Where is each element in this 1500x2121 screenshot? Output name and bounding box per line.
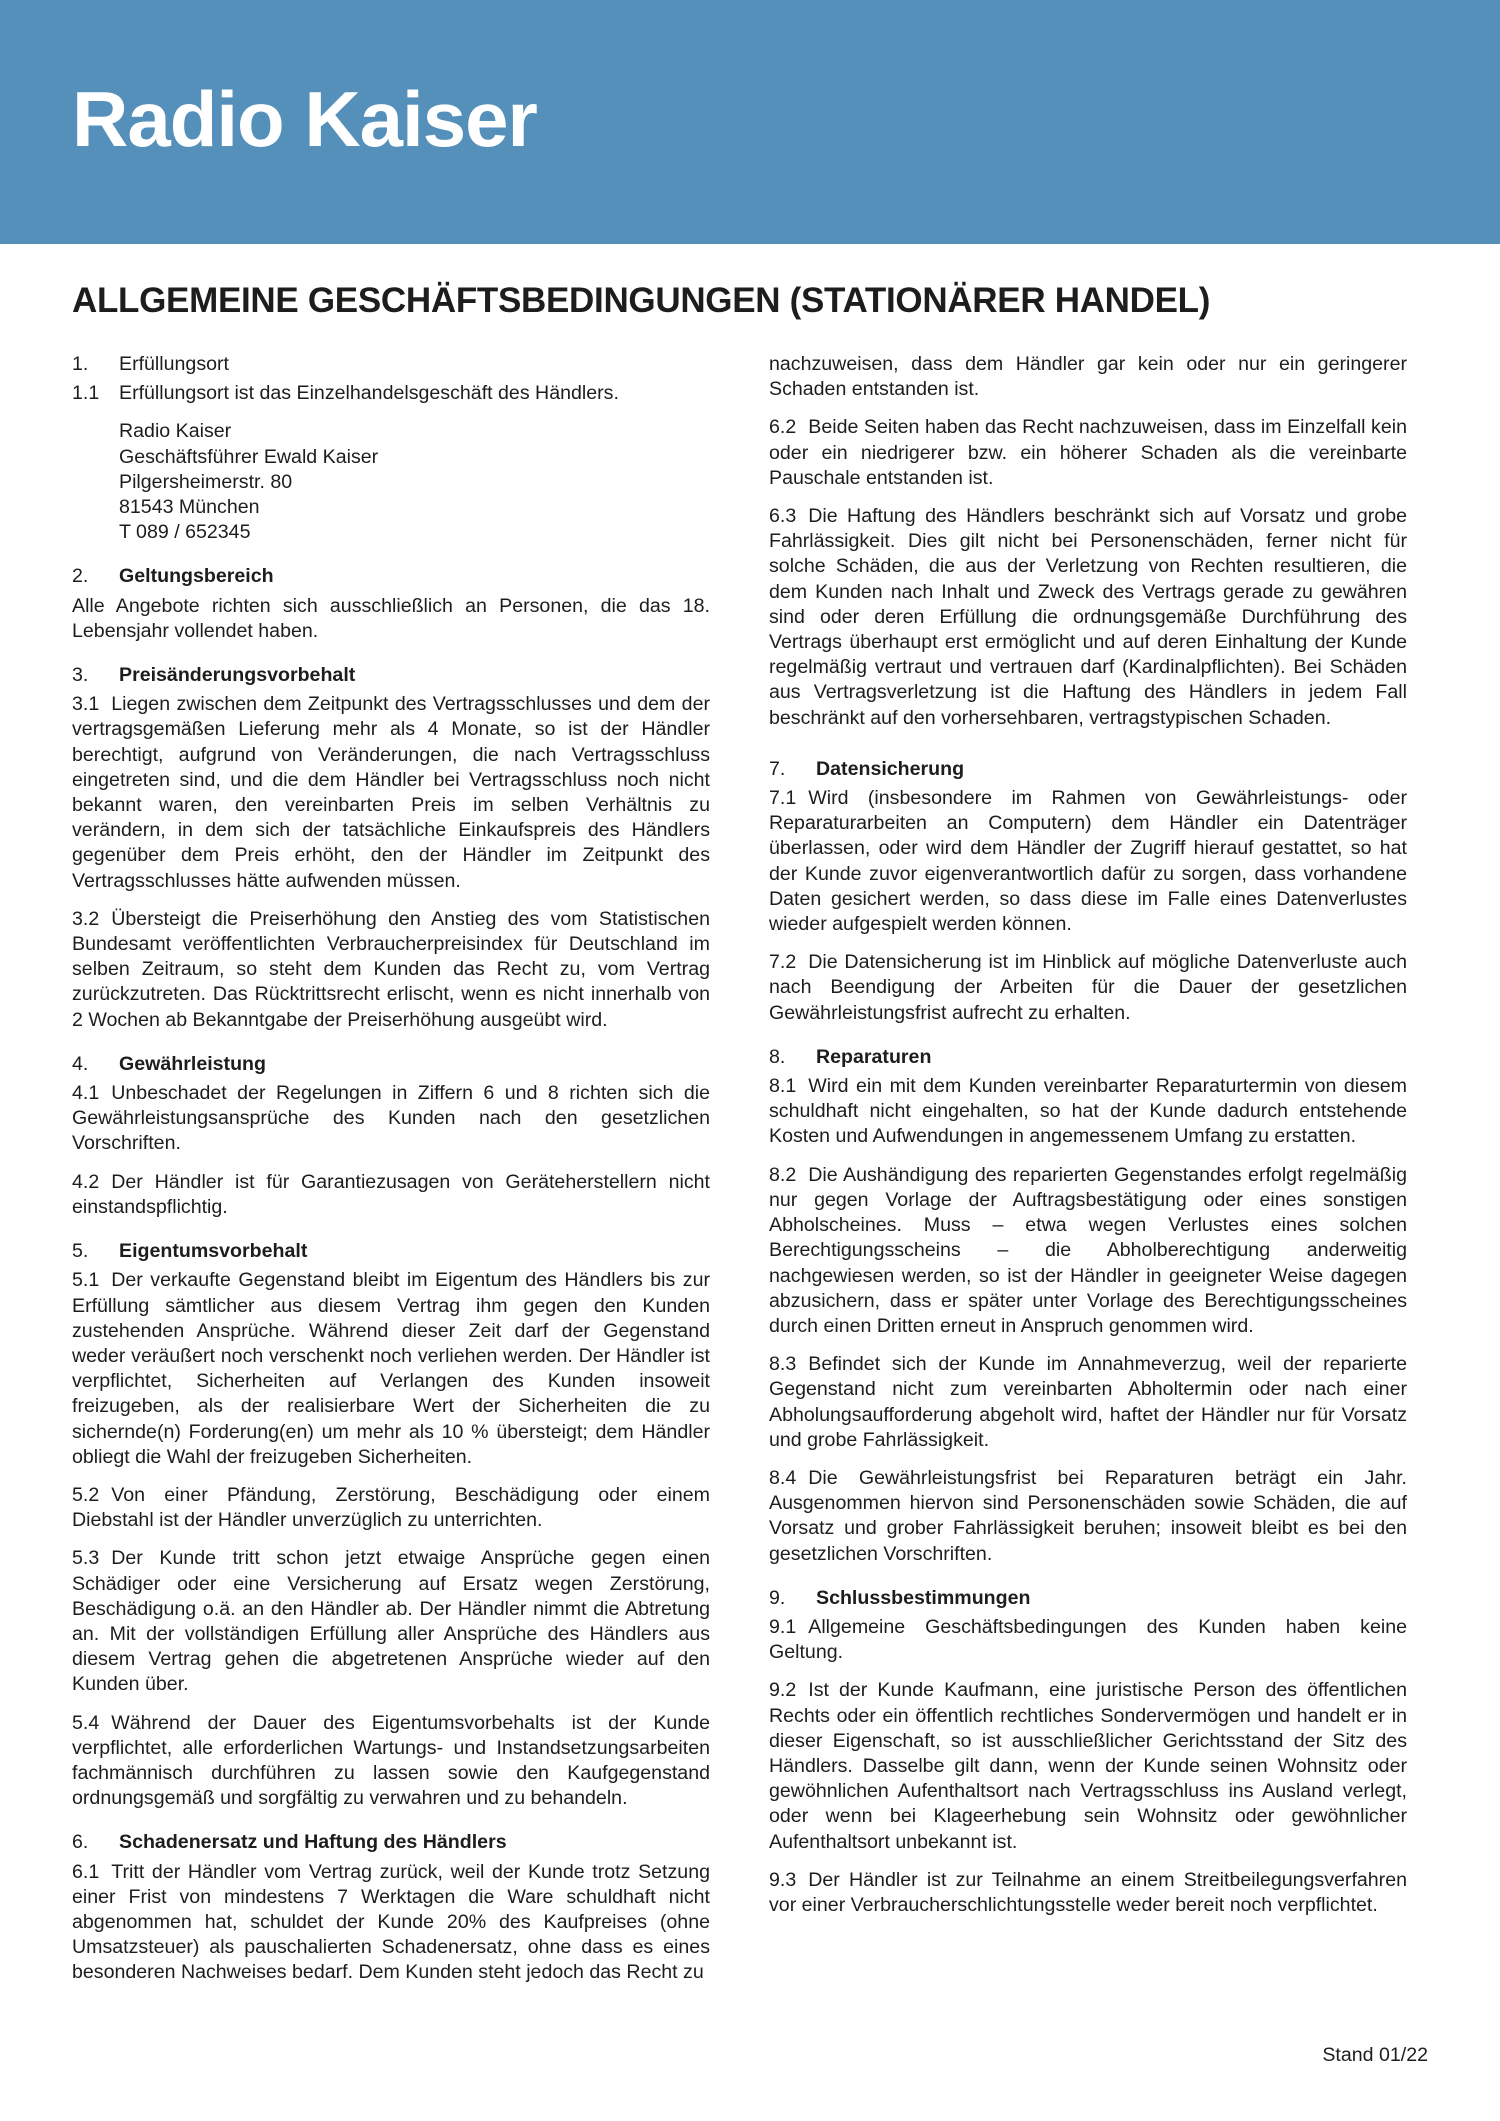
section-3 (72, 663, 710, 1033)
paragraph-text: Alle Angebote richten sich ausschließlich an Personen, die das 18. Lebensjahr vollendet haben. (72, 594, 710, 642)
paragraph (72, 381, 710, 406)
paragraph-number: 6.3 (769, 505, 797, 528)
section-heading (769, 757, 1407, 782)
section-heading (72, 1052, 710, 1077)
paragraph-text: Übersteigt die Preiserhöhung den Anstieg des vom Statistischen Bundesamt veröffentlichten Verbraucherpreisindex für Deutschland im selben Zeitraum, so steht dem Kunden das Recht zu, vom Vertrag zurückzutreten. Das Rücktrittsrecht erlischt, wenn es nicht innerhalb von 2 Wochen ab Bekanntgabe der Preiserhöhung ausgeübt wird. (72, 907, 710, 1031)
paragraph-text: Erfüllungsort ist das Einzelhandelsgeschäft des Händlers. (119, 382, 619, 405)
left-column (72, 352, 710, 1986)
paragraph (769, 1678, 1407, 1854)
section-6-continued (769, 352, 1407, 731)
header-banner (0, 0, 1500, 244)
section-number: 1. (72, 353, 89, 375)
section-2 (72, 564, 710, 644)
section-heading (72, 1830, 710, 1855)
paragraph-number: 5.1 (72, 1269, 100, 1292)
section-heading (769, 1586, 1407, 1611)
paragraph-text: Die Gewährleistungsfrist bei Reparaturen beträgt ein Jahr. Ausgenommen hiervon sind Personenschäden sowie Schäden, die auf Vorsatz und grober Fahrlässigkeit beruhen; insoweit bleibt es bei den gesetzlichen Vorschriften. (769, 1466, 1407, 1565)
address-line: T 089 / 652345 (119, 521, 251, 544)
footer-stand: Stand 01/22 (1322, 2044, 1428, 2066)
paragraph-number: 4.1 (72, 1082, 100, 1105)
paragraph (769, 786, 1407, 937)
paragraph-number: 8.3 (769, 1353, 797, 1376)
section-number: 6. (72, 1831, 89, 1854)
paragraph (72, 1546, 710, 1697)
paragraph (769, 950, 1407, 1026)
paragraph-number: 5.2 (72, 1483, 100, 1506)
section-number: 9. (769, 1586, 786, 1609)
paragraph-number: 1.1 (72, 382, 100, 405)
paragraph-text: Beide Seiten haben das Recht nachzuweisen, dass im Einzelfall kein oder ein niedrigerer bzw. ein höherer Schaden als die vereinbarte Pauschale entstanden ist. (769, 416, 1407, 489)
address-block (119, 419, 710, 545)
paragraph-number: 7.1 (769, 787, 797, 810)
paragraph-text: Die Datensicherung ist im Hinblick auf mögliche Datenverluste auch nach Beendigung der Arbeiten für die Dauer der gesetzlichen Gewährleistungsfrist aufrecht zu erhalten. (769, 951, 1407, 1024)
paragraph-text: Der Kunde tritt schon jetzt etwaige Ansprüche gegen einen Schädiger oder eine Versicherung auf Ersatz wegen Zerstörung, Beschädigung o.ä. an den Händler ab. Der Händler nimmt die Abtretung an. Mit der vollständigen Erfüllung aller Ansprüche des Händlers aus diesem Vertrag gehen die abgetretenen Ansprüche wieder auf den Kunden über. (72, 1547, 710, 1696)
paragraph-number: 4.2 (72, 1170, 100, 1193)
section-number: 3. (72, 664, 89, 687)
paragraph-number: 5.4 (72, 1711, 100, 1734)
address-line: Radio Kaiser (119, 420, 232, 443)
section-heading (72, 663, 710, 688)
paragraph-number: 9.1 (769, 1615, 797, 1638)
paragraph-text: Von einer Pfändung, Zerstörung, Beschädigung oder einem Diebstahl ist der Händler unverzüglich zu unterrichten. (72, 1483, 710, 1532)
paragraph-number: 8.2 (769, 1163, 797, 1186)
paragraph (769, 1352, 1407, 1453)
paragraph-text: Tritt der Händler vom Vertrag zurück, weil der Kunde trotz Setzung einer Frist von mindestens 7 Werktagen die Ware schuldhaft nicht abgenommen hat, schuldet der Kunde 20% des Kaufpreises (ohne Umsatzsteuer) als pauschalierten Schadenersatz, ohne dass es eines besonderen Nachweises bedarf. Dem Kunden steht jedoch das Recht zu (72, 1860, 710, 1984)
paragraph (72, 907, 710, 1033)
paragraph-text: Befindet sich der Kunde im Annahmeverzug, weil der reparierte Gegenstand nicht zum vereinbarten Abholtermin oder nach einer Abholungsaufforderung abgeholt wird, haftet der Händler nur für Vorsatz und grobe Fahrlässigkeit. (769, 1353, 1407, 1451)
section-title: Schadenersatz und Haftung des Händlers (119, 1831, 507, 1854)
section-title: Gewährleistung (119, 1052, 266, 1075)
section-5 (72, 1239, 710, 1811)
paragraph-text: Die Aushändigung des reparierten Gegenstandes erfolgt regelmäßig nur gegen Vorlage der Auftragsbestätigung oder eines sonstigen Abholscheines. Muss – etwa wegen Verlustes eines solchen Berechtigungsscheins – die Abholberechtigung anderweitig nachgewiesen werden, so ist der Händler in geeigneter Weise dagegen abzusichern, dass er später unter Vorlage des Berechtigungsscheines durch einen Dritten erneut in Anspruch genommen wird. (769, 1163, 1407, 1337)
paragraph (72, 1711, 710, 1812)
paragraph-text: Wird ein mit dem Kunden vereinbarter Reparaturtermin von diesem schuldhaft nicht eingehalten, so hat der Kunde dadurch entstehende Kosten und Aufwendungen in angemessenem Umfang zu erstatten. (769, 1075, 1407, 1148)
paragraph-text: nachzuweisen, dass dem Händler gar kein oder nur ein geringerer Schaden entstanden ist. (769, 353, 1407, 401)
paragraph-text: Ist der Kunde Kaufmann, eine juristische Person des öffentlichen Rechts oder ein öffentlich rechtliches Sondervermögen und handelt er in dieser Eigenschaft, so ist ausschließlicher Gerichtsstand der Sitz des Händlers. Dasselbe gilt dann, wenn der Kunde seinen Wohnsitz oder gewöhnlichen Aufenthaltsort nach Vertragsschluss ins Ausland verlegt, oder wenn bei Klageerhebung sein Wohnsitz oder gewöhnlicher Aufenthaltsort unbekannt ist. (769, 1679, 1407, 1853)
section-title: Datensicherung (816, 757, 965, 780)
section-number: 7. (769, 757, 786, 780)
address-line: Pilgersheimerstr. 80 (119, 470, 293, 493)
paragraph-text: Wird (insbesondere im Rahmen von Gewährleistungs- oder Reparaturarbeiten an Computern) dem Händler ein Datenträger überlassen, oder wird dem Händler der Zugriff hierauf gestattet, so hat der Kunde zuvor eigenverantwortlich dafür zu sorgen, dass vorhandene Daten gesichert werden, so dass diese im Falle eines Datenverlustes wieder aufgespielt werden können. (769, 787, 1407, 936)
paragraph-number: 3.1 (72, 693, 100, 716)
section-7 (769, 757, 1407, 1026)
paragraph-text: Der Händler ist für Garantiezusagen von Geräteherstellern nicht einstandspflichtig. (72, 1170, 710, 1218)
section-4 (72, 1052, 710, 1220)
paragraph-text: Liegen zwischen dem Zeitpunkt des Vertragsschlusses und dem der vertragsgemäßen Lieferung mehr als 4 Monate, so ist der Händler berechtigt, aufgrund von Veränderungen, die nach Vertragsschluss eingetreten sind, und die dem Händler bei Vertragsschluss noch nicht bekannt waren, den vereinbarten Preis im selben Verhältnis zu verändern, in dem sich der tatsächliche Einkaufspreis des Händlers gegenüber dem Preis erhöht, den der Händler im Zeitpunkt des Vertragsschlusses hätte aufwenden müssen. (72, 693, 710, 892)
paragraph (769, 1615, 1407, 1665)
section-title: Erfüllungsort (119, 353, 229, 375)
section-8 (769, 1045, 1407, 1567)
section-heading (72, 564, 710, 589)
paragraph (72, 1483, 710, 1533)
paragraph (72, 1860, 710, 1986)
section-title: Reparaturen (816, 1045, 932, 1068)
section-heading (72, 352, 710, 377)
paragraph-number: 9.2 (769, 1679, 797, 1702)
section-1 (72, 352, 710, 545)
paragraph-number: 8.4 (769, 1466, 797, 1489)
paragraph-number: 3.2 (72, 907, 100, 930)
paragraph-text: Allgemeine Geschäftsbedingungen des Kunden haben keine Geltung. (769, 1615, 1407, 1664)
paragraph-text: Der verkaufte Gegenstand bleibt im Eigentum des Händlers bis zur Erfüllung sämtlicher aus diesem Vertrag ihm gegen den Kunden zustehenden Ansprüche. Während dieser Zeit darf der Gegenstand weder veräußert noch verschenkt noch verliehen werden. Der Händler ist verpflichtet, Sicherheiten auf Verlangen des Kunden insoweit freizugeben, als der realisierbare Wert der Sicherheiten die zu sichernde(n) Forderung(en) um mehr als 10 % übersteigt; dem Händler obliegt die Wahl der freizugeben Sicherheiten. (72, 1269, 710, 1468)
paragraph-text: Unbeschadet der Regelungen in Ziffern 6 und 8 richten sich die Gewährleistungsansprüche des Kunden nach den gesetzlichen Vorschriften. (72, 1082, 710, 1155)
paragraph-number: 6.1 (72, 1860, 100, 1883)
section-title: Geltungsbereich (119, 565, 274, 588)
section-number: 4. (72, 1052, 89, 1075)
right-column (769, 352, 1407, 1937)
section-6 (72, 1830, 710, 1985)
paragraph (72, 1268, 710, 1470)
section-title: Preisänderungsvorbehalt (119, 664, 356, 687)
paragraph (769, 1466, 1407, 1567)
paragraph (769, 415, 1407, 491)
document-title: ALLGEMEINE GESCHÄFTSBEDINGUNGEN (STATIONÄRER HANDEL) (72, 281, 1211, 320)
paragraph (769, 1163, 1407, 1339)
paragraph-number: 8.1 (769, 1075, 797, 1098)
paragraph (72, 1170, 710, 1220)
paragraph-text: Der Händler ist zur Teilnahme an einem Streitbeilegungsverfahren vor einer Verbraucherschlichtungsstelle weder bereit noch verpflichtet. (769, 1868, 1407, 1916)
section-heading (769, 1045, 1407, 1070)
section-title: Schlussbestimmungen (816, 1586, 1031, 1609)
paragraph-number: 7.2 (769, 951, 797, 974)
section-number: 8. (769, 1045, 786, 1068)
paragraph (72, 1081, 710, 1157)
paragraph (769, 1868, 1407, 1918)
paragraph-number: 5.3 (72, 1547, 100, 1570)
section-number: 2. (72, 565, 89, 588)
paragraph-text: Die Haftung des Händlers beschränkt sich auf Vorsatz und grobe Fahrlässigkeit. Dies gilt nicht bei Personenschäden, ferner nicht für solche Schäden, die aus der Verletzung von Rechten resultieren, die dem Kunden nach Inhalt und Zweck des Vertrags gerade zu gewähren sind oder deren Erfüllung die ordnungsgemäße Durchführung des Vertrags überhaupt erst ermöglicht und auf deren Einhaltung der Kunde regelmäßig vertraut und vertrauen darf (Kardinalpflichten). Bei Schäden aus Vertragsverletzung ist die Haftung des Händlers in jedem Fall beschränkt auf den vorhersehbaren, vertragstypischen Schaden. (769, 505, 1407, 729)
paragraph (769, 1074, 1407, 1150)
paragraph (72, 692, 710, 894)
paragraph (769, 504, 1407, 731)
paragraph-number: 6.2 (769, 416, 797, 439)
address-line: Geschäftsführer Ewald Kaiser (119, 445, 379, 468)
paragraph-text: Während der Dauer des Eigentumsvorbehalts ist der Kunde verpflichtet, alle erforderlichen Wartungs- und Instandsetzungsarbeiten fachmännisch durchführen zu lassen sowie den Kaufgegenstand ordnungsgemäß und sorgfältig zu verwahren und zu behandeln. (72, 1711, 710, 1810)
section-number: 5. (72, 1240, 89, 1263)
section-heading (72, 1239, 710, 1264)
paragraph-number: 9.3 (769, 1868, 797, 1891)
address-line: 81543 München (119, 496, 260, 519)
section-9 (769, 1586, 1407, 1918)
brand-title: Radio Kaiser (72, 75, 537, 163)
section-title: Eigentumsvorbehalt (119, 1240, 308, 1263)
